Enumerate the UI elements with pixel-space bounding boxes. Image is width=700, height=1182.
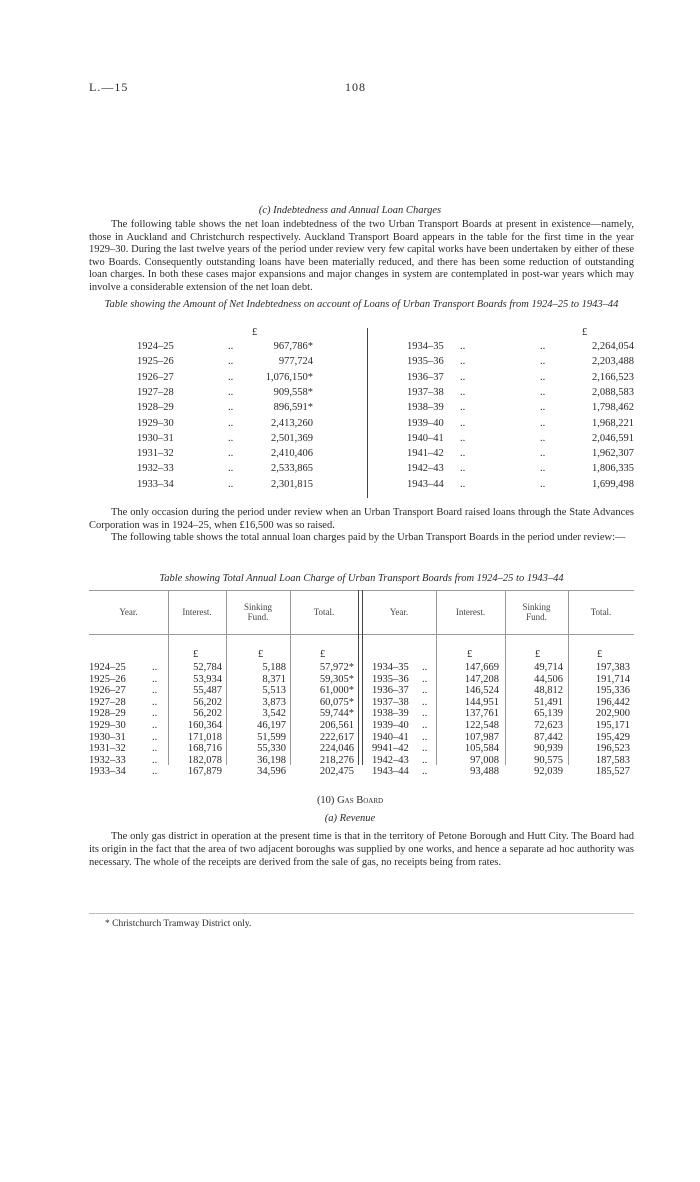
table1-value: 1,968,221 bbox=[592, 417, 634, 429]
table2-caption: Table showing Total Annual Loan Charge of Urban Transport Boards from 1924–25 to 1943–44 bbox=[159, 573, 564, 584]
table1-value: 896,591* bbox=[273, 402, 313, 414]
table1-dots: .. bbox=[228, 448, 234, 460]
table2-sinking: 65,139 bbox=[534, 708, 563, 720]
table2-total: 197,383 bbox=[595, 662, 630, 673]
table2-total: 222,617 bbox=[319, 731, 354, 743]
currency-symbol: £ bbox=[193, 649, 199, 660]
table2-dots: .. bbox=[422, 743, 428, 755]
table1-value: 2,046,591 bbox=[592, 432, 634, 444]
table1-year: 1942–43 bbox=[407, 463, 444, 475]
header-sinking-line1: Sinking bbox=[243, 602, 272, 612]
table2-total: 218,276 bbox=[319, 754, 354, 766]
table2-sinking: 8,371 bbox=[262, 673, 286, 685]
table1-year: 1926–27 bbox=[137, 371, 174, 383]
table2-dots: .. bbox=[152, 731, 158, 743]
table2-sinking: 5,513 bbox=[262, 685, 286, 697]
table2-interest: 93,488 bbox=[470, 766, 499, 778]
table1-dots: .. bbox=[540, 371, 546, 383]
table2-interest: 105,584 bbox=[464, 743, 499, 755]
table2-sinking: 3,542 bbox=[262, 708, 286, 720]
table1-value: 977,724 bbox=[278, 356, 313, 368]
table2-total: 202,900 bbox=[595, 708, 630, 720]
table2-dots: .. bbox=[422, 720, 428, 731]
table2-year: 1938–39 bbox=[372, 708, 409, 720]
table2-total: 60,075* bbox=[319, 696, 354, 708]
header-total: Total. bbox=[313, 607, 335, 617]
table2-interest: 56,202 bbox=[193, 708, 222, 720]
table1-value: 967,786* bbox=[273, 341, 313, 352]
table1-value: 2,166,523 bbox=[592, 371, 634, 383]
table1-year: 1937–38 bbox=[407, 386, 444, 398]
table2-dots: .. bbox=[422, 754, 428, 766]
table2-year: 1930–31 bbox=[89, 731, 126, 743]
table2-total: 57,972* bbox=[319, 662, 354, 673]
table2-sinking: 51,599 bbox=[257, 731, 286, 743]
heading-number: (10) bbox=[316, 795, 335, 806]
table1-dots: .. bbox=[460, 432, 466, 444]
table1-value: 909,558* bbox=[273, 386, 313, 398]
table1-dots: .. bbox=[228, 463, 234, 475]
table2-interest: 137,761 bbox=[464, 708, 499, 720]
table1-year: 1933–34 bbox=[137, 478, 174, 490]
header-year: Year. bbox=[119, 607, 138, 617]
table2-interest: 144,951 bbox=[464, 696, 499, 708]
table1-year: 1938–39 bbox=[407, 402, 444, 414]
header-total: Total. bbox=[590, 607, 612, 617]
table2-interest: 55,487 bbox=[193, 685, 222, 697]
table2-total: 59,744* bbox=[319, 708, 354, 720]
table2-dots: .. bbox=[422, 673, 428, 685]
table2-dots: .. bbox=[152, 766, 158, 778]
page-number: 108 bbox=[345, 80, 366, 94]
table2-total: 185,527 bbox=[595, 766, 630, 778]
table2-interest: 168,716 bbox=[187, 743, 222, 755]
table2-year: 1940–41 bbox=[372, 731, 409, 743]
table1-dots: .. bbox=[540, 478, 546, 490]
currency-symbol: £ bbox=[582, 327, 588, 338]
paragraph-text: The only occasion during the period under review when an Urban Transport Board raised loans through the State Advances Corporation was in 1924–25, when £16,500 was so raised. bbox=[89, 507, 634, 531]
table1-year: 1940–41 bbox=[407, 432, 444, 444]
table2-dots: .. bbox=[152, 685, 158, 697]
table1-dots: .. bbox=[228, 432, 234, 444]
table2-interest: 147,669 bbox=[464, 662, 499, 673]
header-sinking-fund bbox=[505, 602, 568, 622]
table2-dots: .. bbox=[152, 720, 158, 731]
table2-year: 1926–27 bbox=[89, 685, 126, 697]
table1-dots: .. bbox=[460, 356, 466, 368]
gas-board-paragraph bbox=[89, 830, 634, 870]
table1-year: 1932–33 bbox=[137, 463, 174, 475]
table2-year: 9941–42 bbox=[372, 743, 409, 755]
header-year: Year. bbox=[389, 607, 409, 617]
table2-year: 1935–36 bbox=[372, 673, 409, 685]
currency-symbol: £ bbox=[597, 649, 603, 660]
table2-interest: 97,008 bbox=[470, 754, 499, 766]
table2-sinking: 51,491 bbox=[534, 696, 563, 708]
table1-year: 1930–31 bbox=[137, 432, 174, 444]
table1-value: 2,088,583 bbox=[592, 386, 634, 398]
table2-dots: .. bbox=[422, 685, 428, 697]
table1-value: 2,301,815 bbox=[271, 478, 313, 490]
table1-dots: .. bbox=[540, 417, 546, 429]
table2-year: 1939–40 bbox=[372, 720, 409, 731]
table2-year: 1928–29 bbox=[89, 708, 126, 720]
table1-dots: .. bbox=[540, 341, 546, 352]
gas-board-subheading: (a) Revenue bbox=[324, 813, 376, 824]
table2-sinking: 44,506 bbox=[534, 673, 563, 685]
table2-interest: 53,934 bbox=[193, 673, 222, 685]
table2-dots: .. bbox=[152, 673, 158, 685]
table1-value: 1,962,307 bbox=[592, 448, 634, 460]
table1-year: 1936–37 bbox=[407, 371, 444, 383]
table2-year: 1936–37 bbox=[372, 685, 409, 697]
table2-dots: .. bbox=[422, 708, 428, 720]
table2-year: 1934–35 bbox=[372, 662, 409, 673]
table1-dots: .. bbox=[540, 432, 546, 444]
table2-total: 224,046 bbox=[319, 743, 354, 755]
table1-year: 1934–35 bbox=[407, 341, 444, 352]
table1-dots: .. bbox=[228, 356, 234, 368]
column-divider bbox=[367, 328, 368, 498]
table2-total: 187,583 bbox=[595, 754, 630, 766]
table2-year: 1929–30 bbox=[89, 720, 126, 731]
table1-dots: .. bbox=[460, 417, 466, 429]
table2-year: 1931–32 bbox=[89, 743, 126, 755]
table1-dots: .. bbox=[460, 463, 466, 475]
table2-total: 195,336 bbox=[595, 685, 630, 697]
table1-value: 2,413,260 bbox=[271, 417, 313, 429]
header-interest: Interest. bbox=[455, 607, 486, 617]
section-heading: (c) Indebtedness and Annual Loan Charges bbox=[258, 205, 442, 216]
paragraph-text: The only gas district in operation at the present time is that in the territory of Petone Borough and Hutt City. The Board had its origin in the fact that the area of two adjacent boroughs was supplied by one works, and hence a separate ad hoc authority was necessary. The whole of the receipts are derived from the sale of gas, no receipts being from rates. bbox=[89, 831, 634, 869]
table1-year: 1924–25 bbox=[137, 341, 174, 352]
header-sinking-line2: Fund. bbox=[526, 612, 547, 622]
table2-sinking: 87,442 bbox=[534, 731, 563, 743]
table2-total: 195,429 bbox=[595, 731, 630, 743]
table1-year: 1931–32 bbox=[137, 448, 174, 460]
table1-year: 1941–42 bbox=[407, 448, 444, 460]
table2-sinking: 55,330 bbox=[257, 743, 286, 755]
table1-dots: .. bbox=[460, 371, 466, 383]
column-divider bbox=[358, 590, 359, 765]
section-paragraph bbox=[89, 219, 634, 295]
table1-year: 1943–44 bbox=[407, 478, 444, 490]
table1-value: 1,806,335 bbox=[592, 463, 634, 475]
table1-caption: Table showing the Amount of Net Indebtedness on account of Loans of Urban Transport Boards from 1924–25 to 1943–44 bbox=[104, 299, 619, 310]
table2-total: 206,561 bbox=[319, 720, 354, 731]
table2-sinking: 34,596 bbox=[257, 766, 286, 778]
table1-dots: .. bbox=[228, 341, 234, 352]
currency-symbol: £ bbox=[258, 649, 264, 660]
currency-symbol: £ bbox=[252, 327, 258, 338]
table1-year: 1925–26 bbox=[137, 356, 174, 368]
header-sinking-line2: Fund. bbox=[247, 612, 269, 622]
table2-dots: .. bbox=[152, 708, 158, 720]
table2-interest: 147,208 bbox=[464, 673, 499, 685]
footnote-rule bbox=[89, 913, 634, 914]
table2-sinking: 72,623 bbox=[534, 720, 563, 731]
table2-sinking: 92,039 bbox=[534, 766, 563, 778]
table1-year: 1929–30 bbox=[137, 417, 174, 429]
gas-board-heading bbox=[0, 795, 700, 807]
table2-year: 1943–44 bbox=[372, 766, 409, 778]
table1-value: 1,076,150* bbox=[265, 371, 313, 383]
table2-sinking: 90,939 bbox=[534, 743, 563, 755]
table2-total: 196,442 bbox=[595, 696, 630, 708]
table1-value: 1,699,498 bbox=[592, 478, 634, 490]
paragraph-text: The following table shows the net loan indebtedness of the two Urban Transport Boards at present in existence—namely, those in Auckland and Christchurch respectively. Auckland Transport Board appears in the table for the first time in the year 1929–30. During the last twelve years of the period under review very few capital works have been undertaken by either of these two Boards. Consequently outstanding loans have been materially reduced, and there has been some reduction of outstanding loan charges. In both these cases major expansions and major changes in system are contemplated in post-war years which may involve a considerable extension of the net loan debt. bbox=[89, 219, 634, 293]
table2-sinking: 90,575 bbox=[534, 754, 563, 766]
currency-symbol: £ bbox=[535, 649, 541, 660]
table2-year: 1927–28 bbox=[89, 696, 126, 708]
table2-sinking: 3,873 bbox=[262, 696, 286, 708]
footnote: * Christchurch Tramway District only. bbox=[105, 919, 252, 929]
paragraph-text: The following table shows the total annual loan charges paid by the Urban Transport Boards in the period under review:— bbox=[111, 532, 626, 544]
table2-interest: 160,364 bbox=[187, 720, 222, 731]
table2-year: 1932–33 bbox=[89, 754, 126, 766]
table2-dots: .. bbox=[152, 662, 158, 673]
table2-year: 1937–38 bbox=[372, 696, 409, 708]
table1-year: 1935–36 bbox=[407, 356, 444, 368]
table2-total: 202,475 bbox=[319, 766, 354, 778]
table2-total: 59,305* bbox=[319, 673, 354, 685]
table2-interest: 52,784 bbox=[193, 662, 222, 673]
table2-interest: 171,018 bbox=[187, 731, 222, 743]
table2-sinking: 48,812 bbox=[534, 685, 563, 697]
table1-dots: .. bbox=[540, 402, 546, 414]
table1-dots: .. bbox=[460, 386, 466, 398]
table2-interest: 182,078 bbox=[187, 754, 222, 766]
currency-symbol: £ bbox=[467, 649, 473, 660]
table2-total: 196,523 bbox=[595, 743, 630, 755]
table1-year: 1928–29 bbox=[137, 402, 174, 414]
table2-dots: .. bbox=[422, 696, 428, 708]
header-sinking-line1: Sinking bbox=[522, 602, 551, 612]
table1-dots: .. bbox=[228, 402, 234, 414]
table2-dots: .. bbox=[422, 662, 428, 673]
table2-dots: .. bbox=[422, 766, 428, 778]
table2-sinking: 36,198 bbox=[257, 754, 286, 766]
table2-dots: .. bbox=[152, 743, 158, 755]
heading-title: Gas Board bbox=[337, 795, 384, 806]
table2-dots: .. bbox=[152, 696, 158, 708]
table2-total: 61,000* bbox=[319, 685, 354, 697]
table1-dots: .. bbox=[460, 478, 466, 490]
table2-sinking: 5,188 bbox=[262, 662, 286, 673]
table2-total: 195,171 bbox=[595, 720, 630, 731]
table2-year: 1925–26 bbox=[89, 673, 126, 685]
table2-dots: .. bbox=[422, 731, 428, 743]
page-header-code: L.—15 bbox=[89, 80, 129, 94]
table1-dots: .. bbox=[540, 448, 546, 460]
table2-interest: 167,879 bbox=[187, 766, 222, 778]
table1-value: 2,410,406 bbox=[271, 448, 313, 460]
table2-interest: 56,202 bbox=[193, 696, 222, 708]
table1-value: 2,203,488 bbox=[592, 356, 634, 368]
table1-dots: .. bbox=[460, 341, 466, 352]
table1-dots: .. bbox=[228, 386, 234, 398]
table2-dots: .. bbox=[152, 754, 158, 766]
table2-sinking: 49,714 bbox=[534, 662, 563, 673]
table2-total: 191,714 bbox=[595, 673, 630, 685]
table1-dots: .. bbox=[540, 356, 546, 368]
table1-value: 2,264,054 bbox=[592, 341, 634, 352]
table2-interest: 146,524 bbox=[464, 685, 499, 697]
table2-sinking: 46,197 bbox=[257, 720, 286, 731]
table2-year: 1933–34 bbox=[89, 766, 126, 778]
paragraph-after-table1 bbox=[89, 507, 634, 545]
table1-dots: .. bbox=[540, 463, 546, 475]
table1-dots: .. bbox=[460, 402, 466, 414]
table2-year: 1924–25 bbox=[89, 662, 126, 673]
table1-dots: .. bbox=[228, 478, 234, 490]
table1-year: 1927–28 bbox=[137, 386, 174, 398]
table1-value: 2,533,865 bbox=[271, 463, 313, 475]
table2-interest: 107,987 bbox=[464, 731, 499, 743]
table1-dots: .. bbox=[460, 448, 466, 460]
table2-interest: 122,548 bbox=[464, 720, 499, 731]
table1-value: 1,798,462 bbox=[592, 402, 634, 414]
table2-year: 1942–43 bbox=[372, 754, 409, 766]
table1-dots: .. bbox=[228, 417, 234, 429]
table1-dots: .. bbox=[540, 386, 546, 398]
table1-year: 1939–40 bbox=[407, 417, 444, 429]
header-sinking-fund bbox=[226, 602, 290, 622]
table1-dots: .. bbox=[228, 371, 234, 383]
currency-symbol: £ bbox=[320, 649, 326, 660]
table1-value: 2,501,369 bbox=[271, 432, 313, 444]
header-interest: Interest. bbox=[182, 607, 212, 617]
